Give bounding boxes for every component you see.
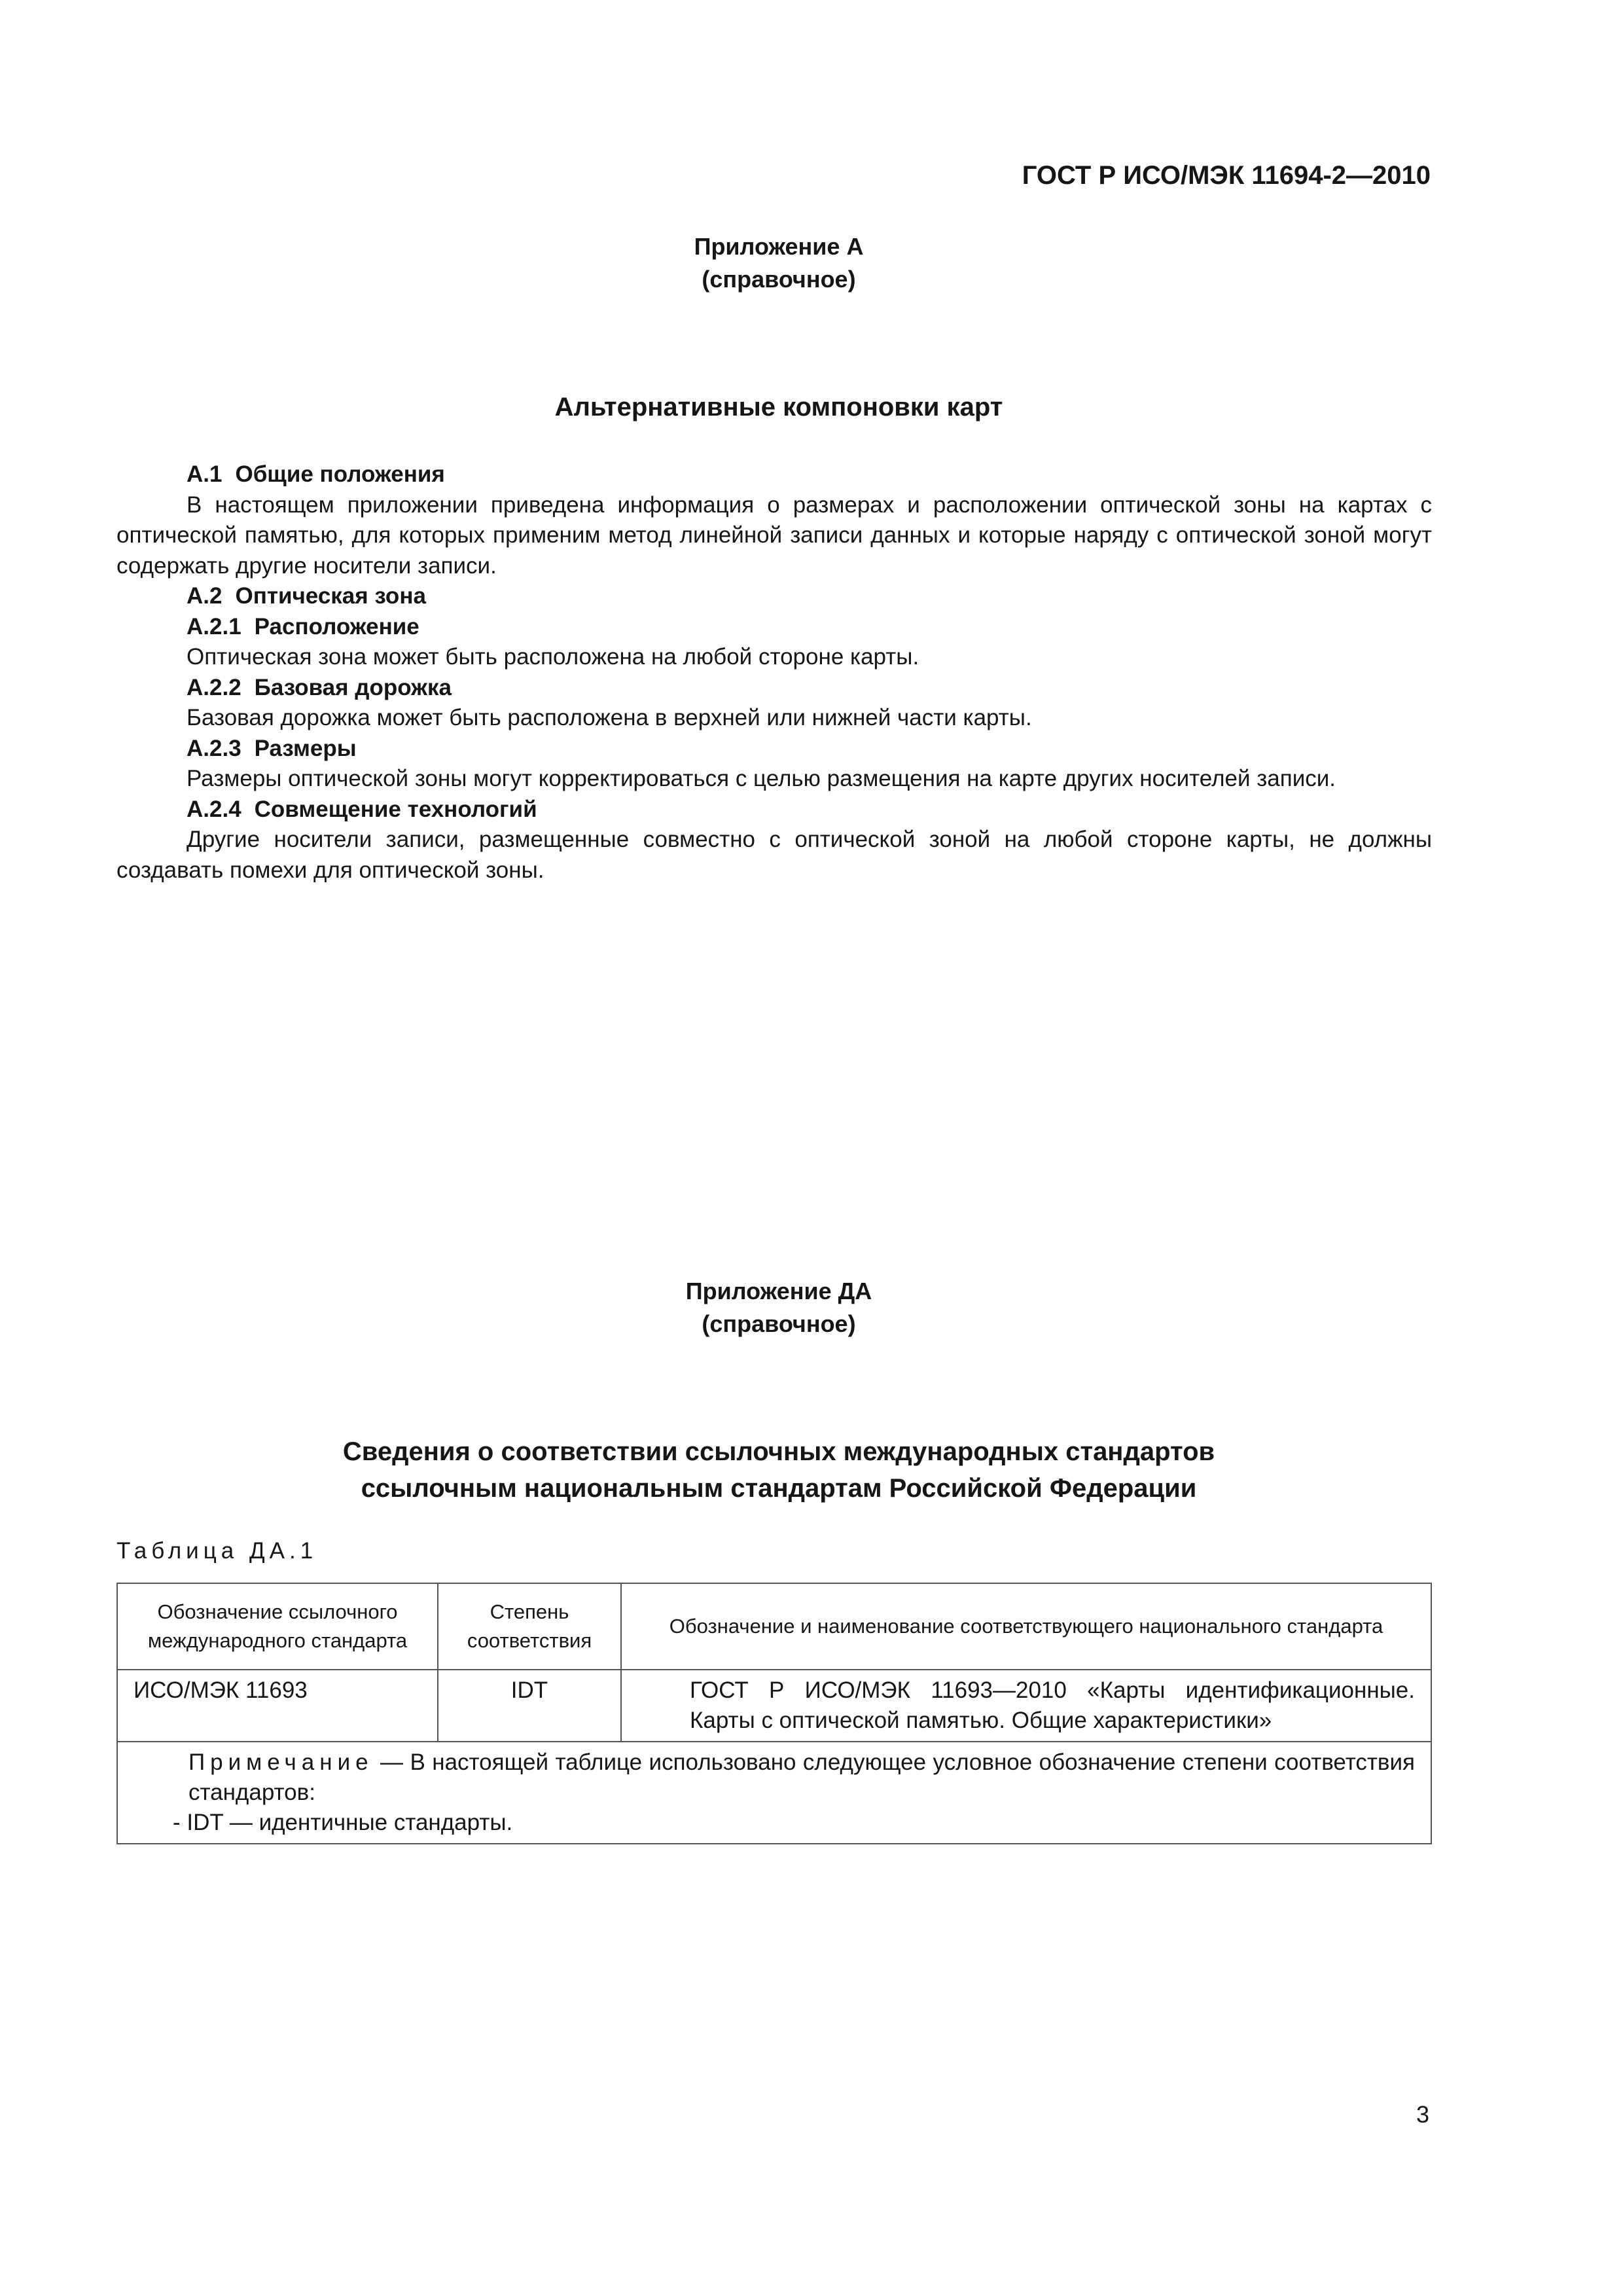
section-text: В настоящем приложении приведена информация о размерах и расположении оптической зоны на картах с оптической памятью, для которых применим метод линейной записи данных и которые наряду с оптической зоной могут содержать другие носители записи. — [116, 492, 1432, 579]
appendix-da-title: Приложение ДА — [685, 1278, 872, 1304]
note-text: — В настоящей таблице использовано следующее условное обозначение степени соответствия стандартов: — [188, 1749, 1415, 1805]
table-label: Таблица ДА.1 — [116, 1538, 318, 1564]
appendix-da-kind: (справочное) — [702, 1310, 856, 1337]
section-heading: А.2.4 Совмещение технологий — [187, 796, 537, 822]
table-cell: ИСО/МЭК 11693 — [117, 1670, 438, 1742]
appendix-da-heading-line2: ссылочным национальным стандартам Российской Федерации — [361, 1474, 1197, 1503]
column-header: Обозначение и наименование соответствующего национального стандарта — [621, 1583, 1431, 1670]
appendix-a-title: Приложение А — [694, 233, 864, 260]
table-header-row — [117, 1583, 1431, 1670]
appendix-a-body — [116, 459, 1432, 886]
section-heading: А.1 Общие положения — [187, 461, 445, 487]
appendix-da-heading-line1: Сведения о соответствии ссылочных международных стандартов — [342, 1437, 1215, 1466]
table-row — [117, 1670, 1431, 1742]
page-number: 3 — [1416, 2101, 1429, 2128]
section-heading: А.2.1 Расположение — [187, 613, 419, 639]
table-note-row — [117, 1742, 1431, 1844]
section-heading: А.2.2 Базовая дорожка — [187, 674, 452, 700]
note-item: - IDT — идентичные стандарты. — [173, 1810, 513, 1835]
correspondence-table — [116, 1583, 1432, 1844]
section-text: Базовая дорожка может быть расположена в верхней или нижней части карты. — [187, 705, 1032, 730]
section-heading: А.2.3 Размеры — [187, 735, 357, 761]
section-text: Оптическая зона может быть расположена на любой стороне карты. — [187, 644, 919, 670]
section-heading: А.2 Оптическая зона — [187, 583, 426, 609]
appendix-a-kind: (справочное) — [702, 266, 856, 293]
table-note — [117, 1742, 1431, 1844]
section-text: Другие носители записи, размещенные совместно с оптической зоной на любой стороне карты, не должны создавать помехи для оптической зоны. — [116, 827, 1432, 883]
document-code: ГОСТ Р ИСО/МЭК 11694-2—2010 — [1022, 161, 1431, 190]
table-cell: ГОСТ Р ИСО/МЭК 11693—2010 «Карты идентификационные. Карты с оптической памятью. Общие характеристики» — [621, 1670, 1431, 1742]
appendix-a-heading: Альтернативные компоновки карт — [554, 393, 1003, 422]
column-header: Обозначение ссылочного международного стандарта — [117, 1583, 438, 1670]
table-cell: IDT — [438, 1670, 621, 1742]
column-header: Степень соответствия — [438, 1583, 621, 1670]
section-text: Размеры оптической зоны могут корректироваться с целью размещения на карте других носителей записи. — [187, 766, 1336, 791]
note-label: Примечание — [188, 1749, 374, 1775]
